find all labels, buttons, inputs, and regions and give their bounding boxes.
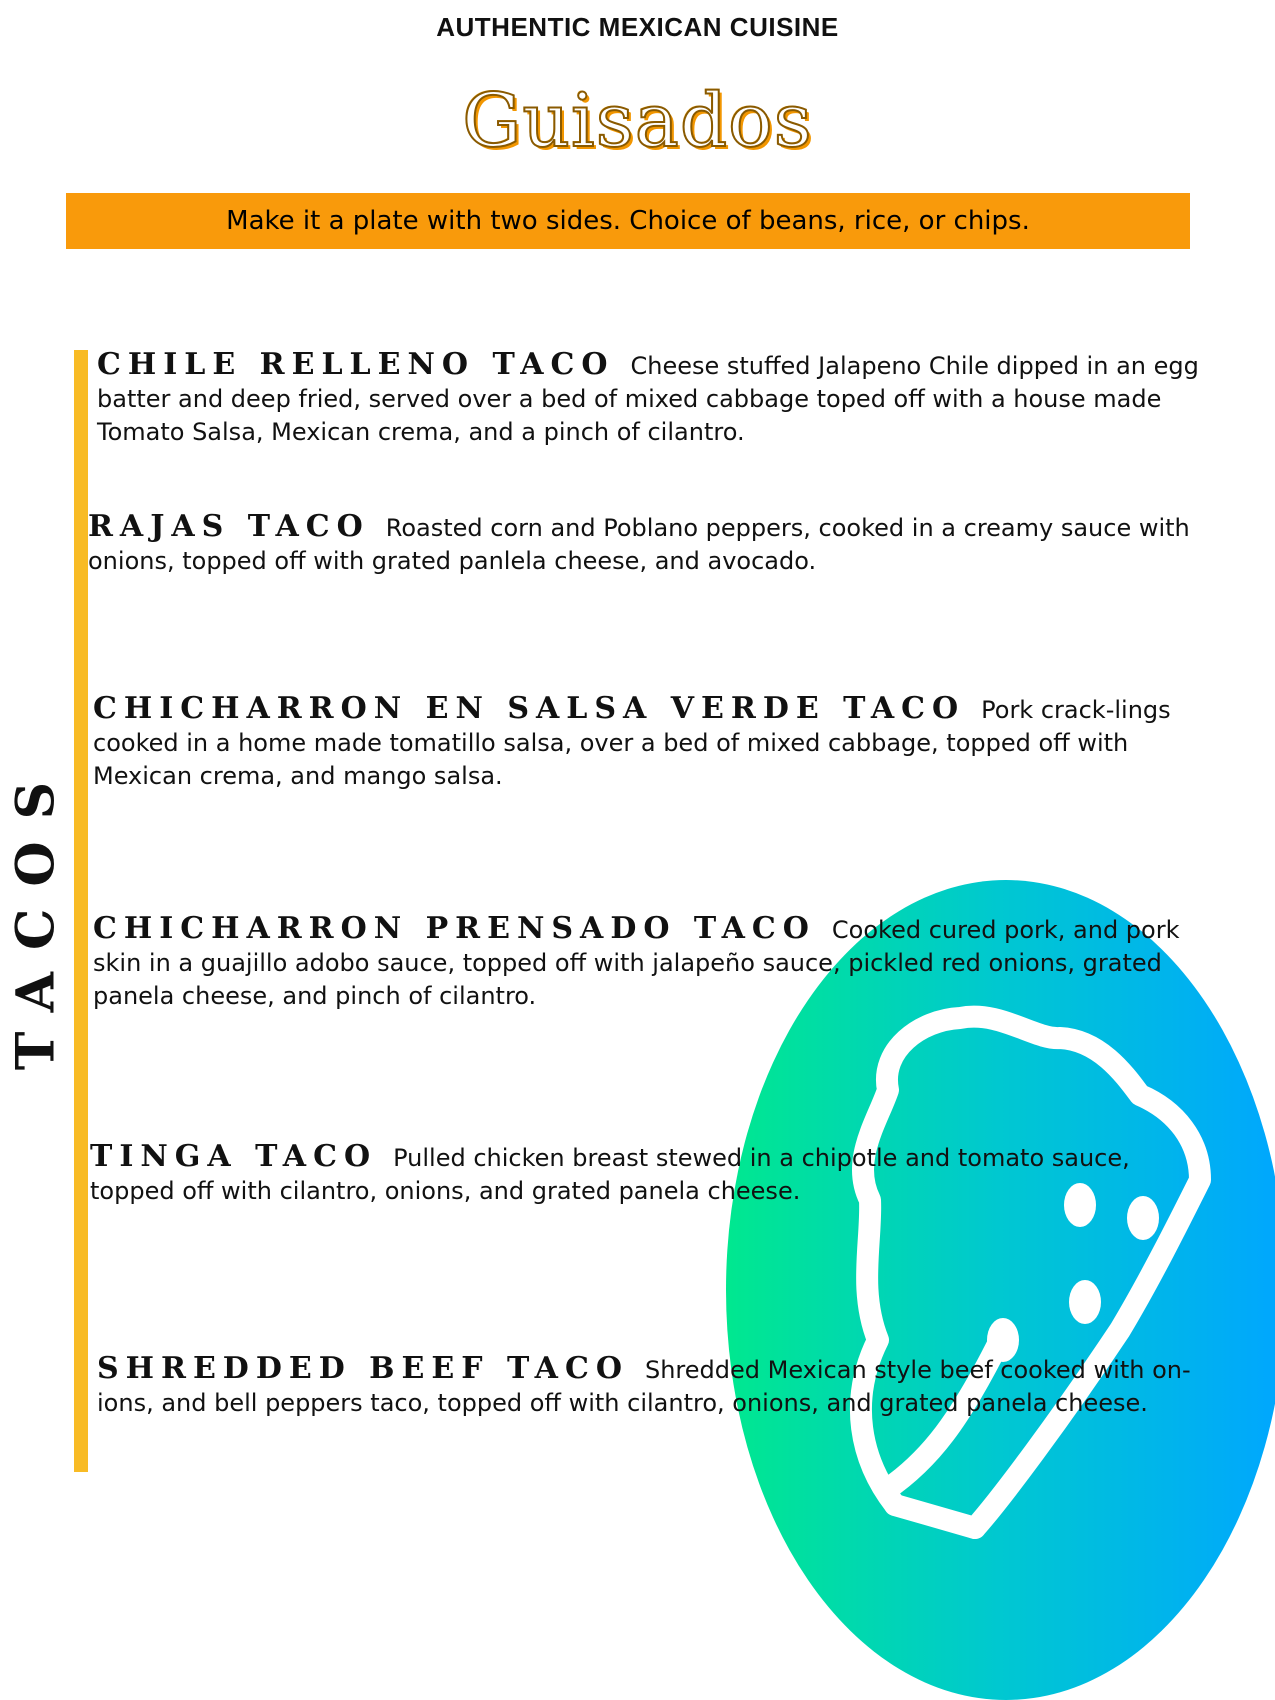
item-description: Shredded Mexican style beef cooked with on-ions, and bell peppers taco, topped off with cilantro, onions, and grated panela cheese. [97, 1356, 1191, 1417]
item-name: RAJAS TACO [88, 509, 370, 544]
menu-item [93, 912, 1223, 1013]
item-name: CHICHARRON EN SALSA VERDE TACO [93, 691, 966, 726]
menu-item [97, 348, 1227, 449]
item-name: CHICHARRON PRENSADO TACO [93, 911, 816, 946]
item-description: Cheese stuffed Jalapeno Chile dipped in an egg batter and deep fried, served over a bed of mixed cabbage toped off with a house made Tomato Salsa, Mexican crema, and a pinch of cilantro. [97, 352, 1199, 446]
item-description: Pulled chicken breast stewed in a chipotle and tomato sauce, topped off with cilantro, onions, and grated panela cheese. [90, 1144, 1130, 1205]
section-label: TACOS [5, 759, 67, 1071]
menu-item [88, 510, 1218, 578]
item-name: SHREDDED BEEF TACO [97, 1351, 629, 1386]
item-description: Pork crack-lings cooked in a home made tomatillo salsa, over a bed of mixed cabbage, topped off with Mexican crema, and mango salsa. [93, 696, 1171, 790]
item-description: Roasted corn and Poblano peppers, cooked in a creamy sauce with onions, topped off with grated panlela cheese, and avocado. [88, 514, 1190, 575]
menu-item [90, 1140, 1220, 1208]
tagline: AUTHENTIC MEXICAN CUISINE [436, 12, 839, 42]
item-name: TINGA TACO [90, 1139, 378, 1174]
side-accent-bar [74, 350, 88, 1472]
item-name: CHILE RELLENO TACO [97, 347, 615, 382]
menu-item [97, 1352, 1247, 1420]
menu-item [93, 692, 1223, 793]
item-description: Cooked cured pork, and pork skin in a guajillo adobo sauce, topped off with jalapeño sauce, pickled red onions, grated panela cheese, and pinch of cilantro. [93, 916, 1180, 1010]
plate-banner: Make it a plate with two sides. Choice of beans, rice, or chips. [66, 193, 1190, 249]
page-title: Guisados [462, 78, 813, 164]
